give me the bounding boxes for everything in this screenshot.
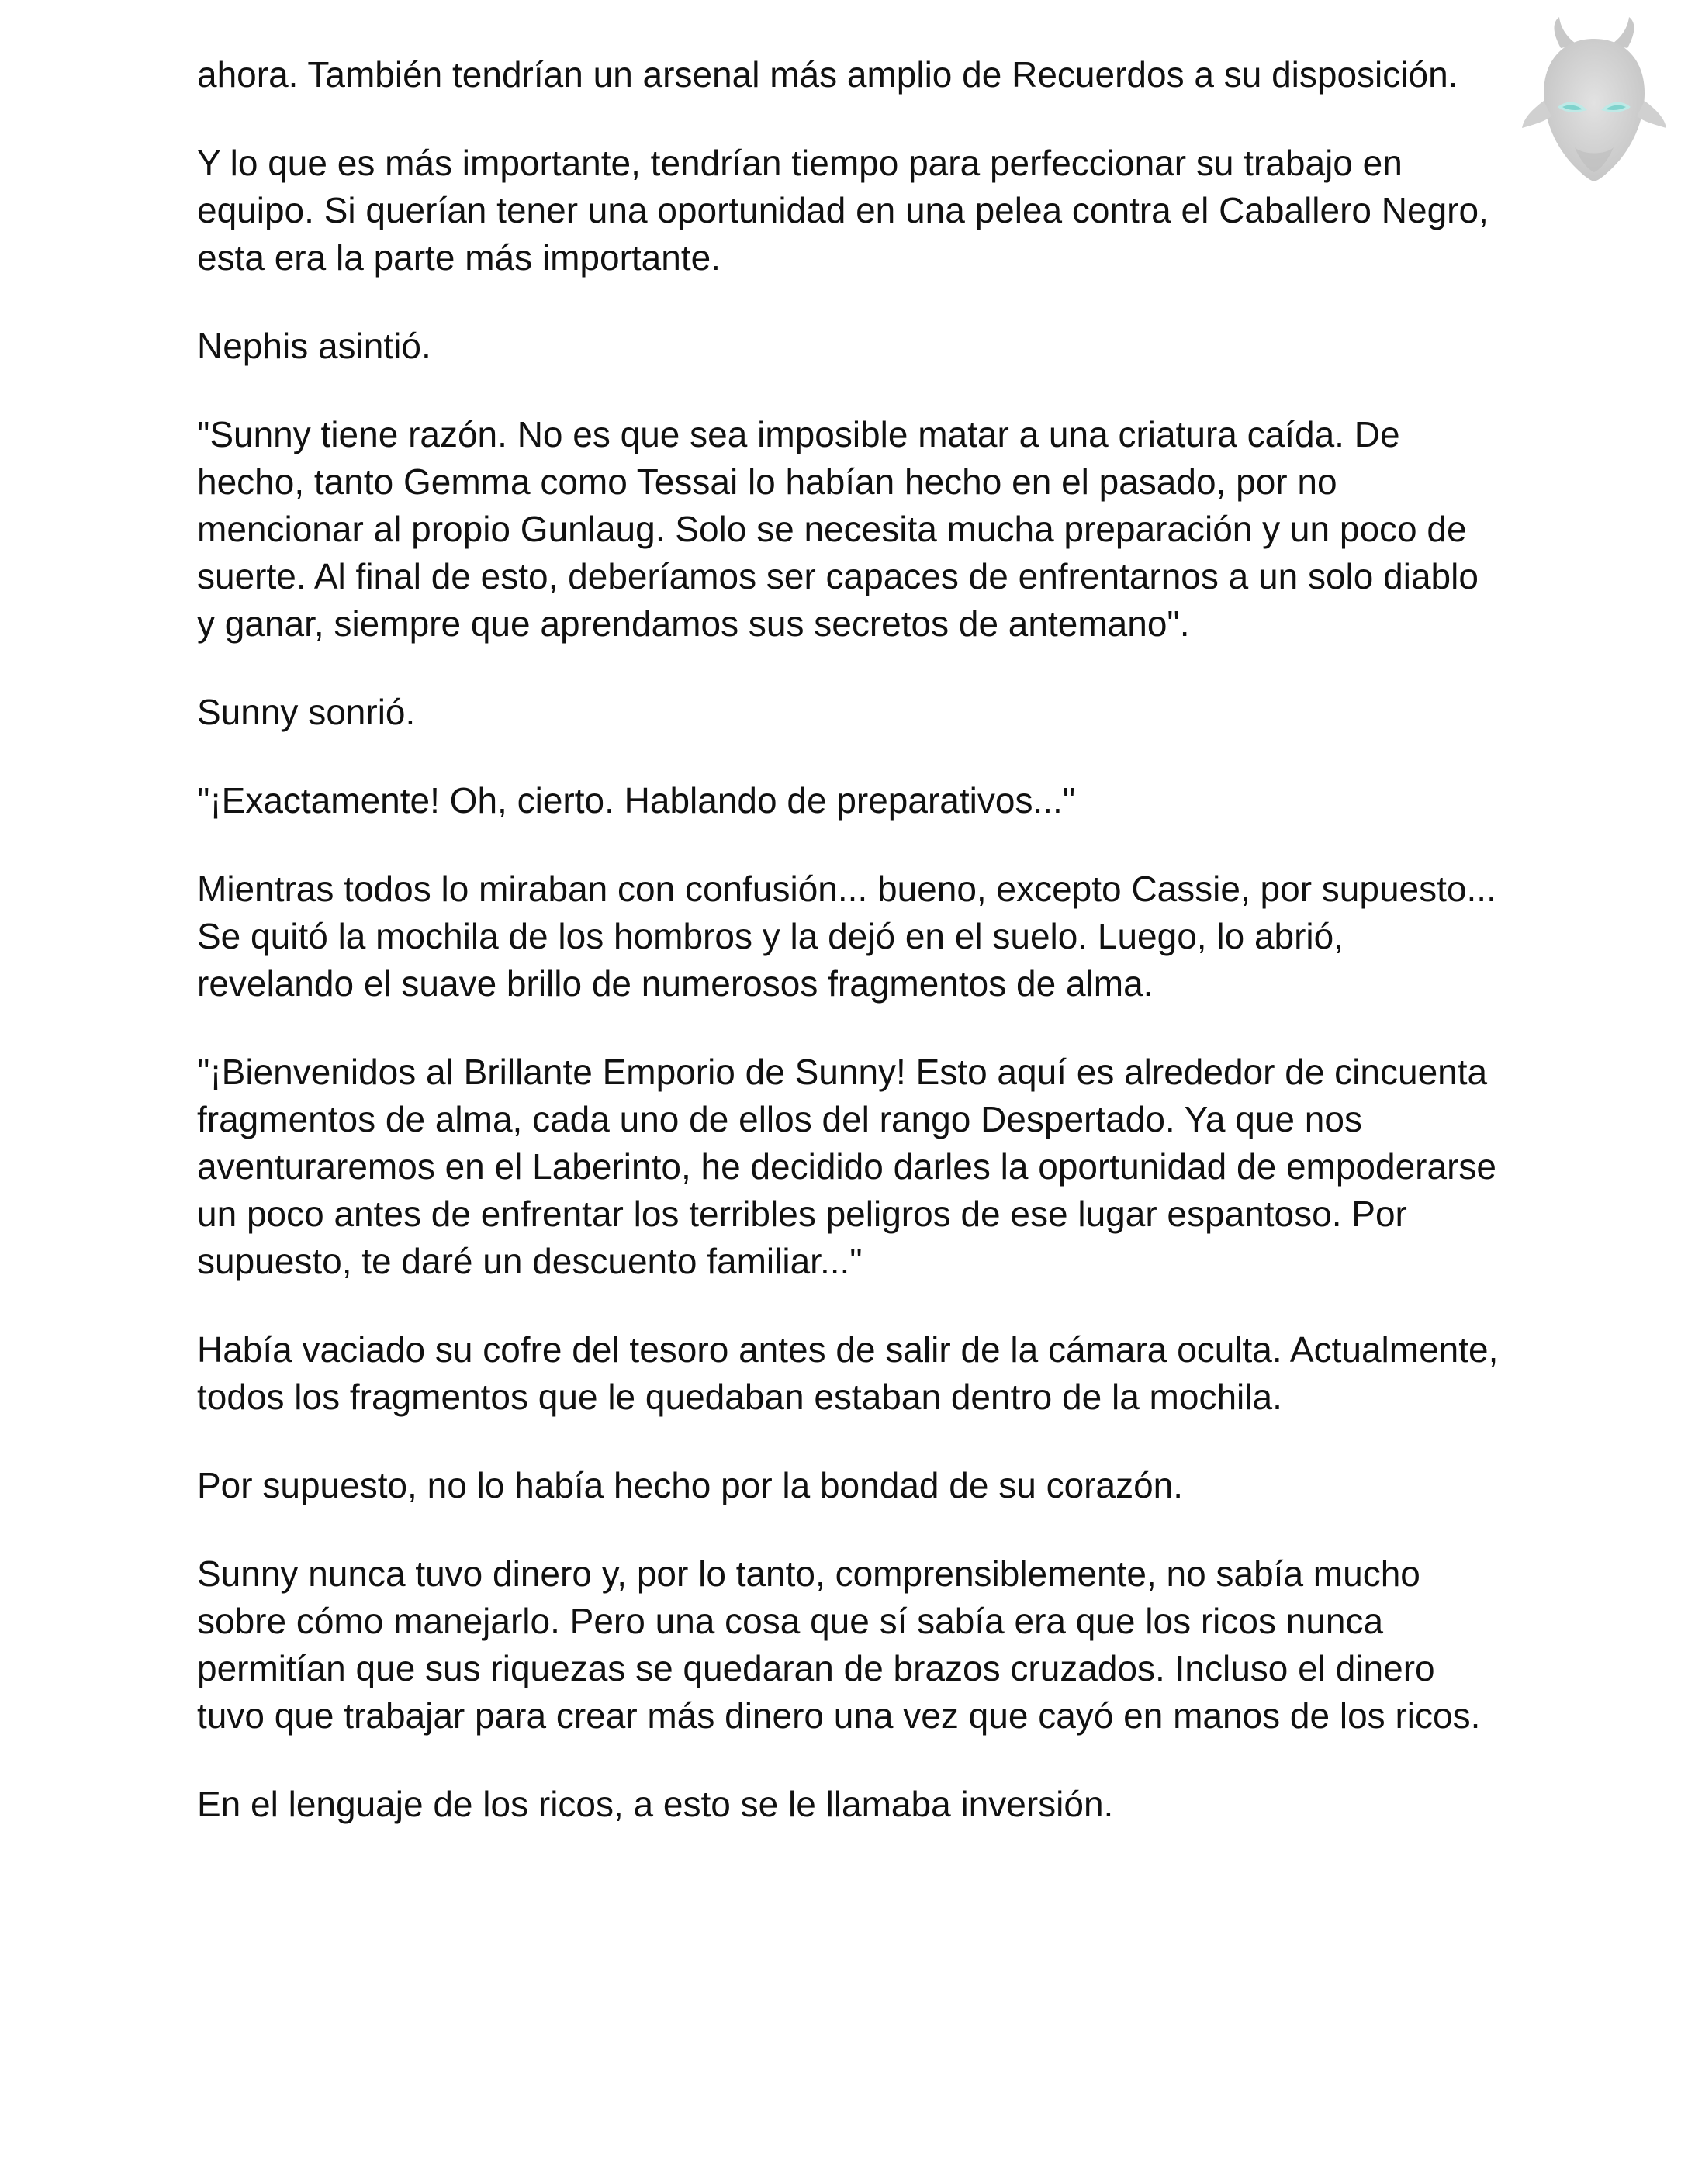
paragraph: Había vaciado su cofre del tesoro antes de salir de la cámara oculta. Actualmente, todos los fragmentos que le quedaban estaban dentro de la mochila. bbox=[197, 1329, 1499, 1417]
document-body bbox=[197, 51, 1500, 1869]
paragraph: Nephis asintió. bbox=[197, 326, 431, 366]
paragraph: "Sunny tiene razón. No es que sea imposible matar a una criatura caída. De hecho, tanto Gemma como Tessai lo habían hecho en el pasado, por no mencionar al propio Gunlaug. Solo se necesita mucha preparación y un poco de suerte. Al final de esto, deberíamos ser capaces de enfrentarnos a un solo diablo y ganar, siempre que aprendamos sus secretos de antemano". bbox=[197, 414, 1479, 644]
paragraph: "¡Bienvenidos al Brillante Emporio de Sunny! Esto aquí es alrededor de cincuenta fragmentos de alma, cada uno de ellos del rango Despertado. Ya que nos aventuraremos en el Laberinto, he decidido darles la oportunidad de empoderarse un poco antes de enfrentar los terribles peligros de ese lugar espantoso. Por supuesto, te daré un descuento familiar..." bbox=[197, 1052, 1496, 1281]
paragraph: Sunny sonrió. bbox=[197, 692, 416, 732]
paragraph: "¡Exactamente! Oh, cierto. Hablando de preparativos..." bbox=[197, 780, 1076, 821]
paragraph: Y lo que es más importante, tendrían tiempo para perfeccionar su trabajo en equipo. Si querían tener una oportunidad en una pelea contra el Caballero Negro, esta era la parte más importante. bbox=[197, 143, 1489, 278]
horned-demon-head-icon bbox=[1520, 16, 1668, 186]
paragraph: ahora. También tendrían un arsenal más amplio de Recuerdos a su disposición. bbox=[197, 54, 1458, 95]
paragraph: Sunny nunca tuvo dinero y, por lo tanto, comprensiblemente, no sabía mucho sobre cómo manejarlo. Pero una cosa que sí sabía era que los ricos nunca permitían que sus riquezas se quedaran de brazos cruzados. Incluso el dinero tuvo que trabajar para crear más dinero una vez que cayó en manos de los ricos. bbox=[197, 1553, 1481, 1736]
paragraph: Mientras todos lo miraban con confusión... bueno, excepto Cassie, por supuesto... Se quitó la mochila de los hombros y la dejó en el suelo. Luego, lo abrió, revelando el suave brillo de numerosos fragmentos de alma. bbox=[197, 869, 1496, 1004]
paragraph: Por supuesto, no lo había hecho por la bondad de su corazón. bbox=[197, 1465, 1184, 1505]
paragraph: En el lenguaje de los ricos, a esto se le llamaba inversión. bbox=[197, 1784, 1114, 1824]
